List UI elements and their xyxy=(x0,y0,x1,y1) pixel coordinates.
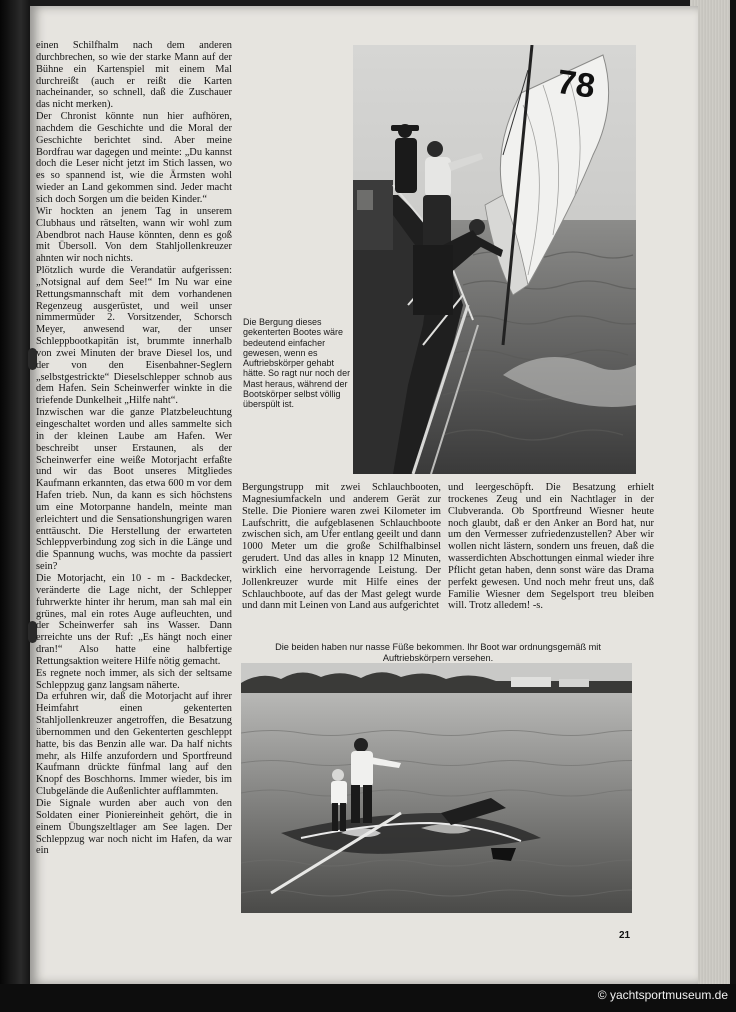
page-stack-shadow xyxy=(730,0,736,1012)
page-number: 21 xyxy=(619,930,631,941)
caption-bottom-photo: Die beiden haben nur nasse Füße bekommen. Ihr Boot war ordnungsgemäß mit Auftriebskörpern versehen. xyxy=(275,642,601,663)
paragraph: Bergungstrupp mit zwei Schlauchbooten, Magnesiumfackeln und anderem Gerät zur Stelle. Die Pioniere waren zwei Kilometer im Laufschritt, die aufgeblasenen Schlauchboote zwischen sich, am Ufer entlang geeilt und dann 1000 Meter um die große Schilfhalbinsel gerudert. Und das alles in knapp 12 Minuten, wirklich eine hervorragende Leistung. Der Jollenkreuzer wurde mit Hilfe eines der Schlauchboote, auf das der Mast gelegt wurde und dann mit Leinen von Land aus aufgerichtet xyxy=(242,482,441,612)
paragraph: Plötzlich wurde die Verandatür aufgerissen: „Notsignal auf dem See!“ Im Nu war eine Rettungsmannschaft mit dem vorhandenen Regenzeug ausgerüstet, und weil unser nimmermüder 2. Vorsitzender, Schorsch Meyer, anwesend war, der unser Schleppbootkapitän ist, brummte innerhalb von zwei Minuten der brave Diesel los, und der von den Eisenbahner-Seglern „selbstgestrickte“ Dieselschlepper schnob aus dem Hafen. Sein Scheinwerfer winkte in die triefende Dunkelheit „Hilfe naht“. xyxy=(36,265,232,407)
magazine-page xyxy=(30,6,698,984)
book-binding-left xyxy=(0,0,30,1012)
paragraph: Die Motorjacht, ein 10 - m - Backdecker, veränderte die Lage nicht, der Schlepper fuhrwerkte hinter ihr herum, man sah mal ein grünes, mal ein rotes Auge aufleuchten, und der Scheinwerfer sah ins Wasser. Dann erreichte uns der Ruf: „Es hängt noch einer dran!“ Also hatte eine halbfertige Rettungsaktion weitere Hilfe nötig gemacht. xyxy=(36,572,232,667)
paragraph: Es regnete noch immer, als sich der seltsame Schleppzug ganz langsam näherte. xyxy=(36,667,232,691)
paragraph: Die Signale wurden aber auch von den Soldaten einer Pioniereinheit gehört, die in einem Übungszeltlager am See lagen. Der Schleppzug war noch nicht im Hafen, da war ein xyxy=(36,798,232,857)
submerged-boat-illustration xyxy=(241,663,632,913)
paragraph: einen Schilfhalm nach dem anderen durchbrechen, so wie der starke Mann auf der Bühne ein Kartenspiel mit einem Mal durchreißt (auch er reißt die Karten nacheinander, so schnell, daß die Zuschauer das nicht merken). xyxy=(36,40,232,111)
paragraph: Der Chronist könnte nun hier aufhören, nachdem die Geschichte und die Moral der Geschichte berichtet sind. Aber meine Bordfrau war dagegen und meinte: „Du kannst doch die Leser nicht jetzt im Stich lassen, wo es so spannend ist, wie die Ärmsten wohl wieder an Land gekommen sind. Jeder macht sich doch Sorgen um die beiden Kinder.“ xyxy=(36,111,232,205)
text-column-3 xyxy=(448,482,654,612)
paragraph: Wir hockten an jenem Tag in unserem Clubhaus und rätselten, wann wir wohl zum Abendbrot nach Hause könnten, denn es goß mit Übersoll. Von dem Stahljollenkreuzer ahnten wir noch nichts. xyxy=(36,205,232,265)
photo-submerged-boat xyxy=(241,663,632,913)
sail-number: 78 xyxy=(554,62,598,106)
paragraph: und leergeschöpft. Die Besatzung erhielt trockenes Zeug und ein Nachtlager in der Clubveranda. Ob Sportfreund Wiesner heute noch glaubt, daß er den Anker an Bord hat, nur um den Vermesser zufriedenzustellen? Aber wir wollen nicht lästern, sondern uns freuen, daß die wasserdichten Abschottungen einmal wieder ihre Pflicht getan haben, denn sonst wäre das Drama perfekt gewesen. Und noch mehr freut uns, daß Familie Wiesner dem Segelsport treu bleiben will. Trotz alledem! -s. xyxy=(448,482,654,612)
caption-top-photo: Die Bergung dieses gekenterten Bootes wäre bedeutend einfacher gewesen, wenn es Auftriebskörper gehabt hätte. So ragt nur noch der Mast heraus, während der Bootskörper selbst völlig überspült ist. xyxy=(243,317,351,410)
watermark-text: © yachtsportmuseum.de xyxy=(597,988,728,1002)
text-column-1 xyxy=(36,40,232,857)
photo-capsized-boat-rescue xyxy=(353,45,636,474)
rescue-photo-illustration xyxy=(353,45,636,474)
paragraph: Da erfuhren wir, daß die Motorjacht auf ihrer Heimfahrt einen gekenterten Stahljollenkreuzer angetroffen, die Besatzung übernommen und den Gekenterten geschleppt hatte, bis das Benzin alle war. Da half nichts mehr, als Hilfe anzufordern und Sportfreund Kaufmann drückte fünfmal lang auf den Knopf des Boschhorns. Immer wieder, bis im Clubgelände die Außenlichter aufflammten. xyxy=(36,691,232,798)
paragraph: Inzwischen war die ganze Platzbeleuchtung eingeschaltet worden und alles sammelte sich in der kleinen Laube am Hafen. Wer beschreibt unser Erstaunen, als der Scheinwerfer eine weiße Motorjacht erfaßte und wir das Boot unseres Mitgliedes Kaufmann erkannten, das etwa 600 m vor dem Hafen trieb. Nun, da kann es sich höchstens um eine Motorpanne handeln, meinte man erleichtert und die Sensationshungrigen waren enttäuscht. Die Herstellung der erwarteten Schleppverbindung zog sich in die Länge und die Spannung wuchs, was mochte da passiert sein? xyxy=(36,407,232,573)
text-column-2 xyxy=(242,482,441,612)
